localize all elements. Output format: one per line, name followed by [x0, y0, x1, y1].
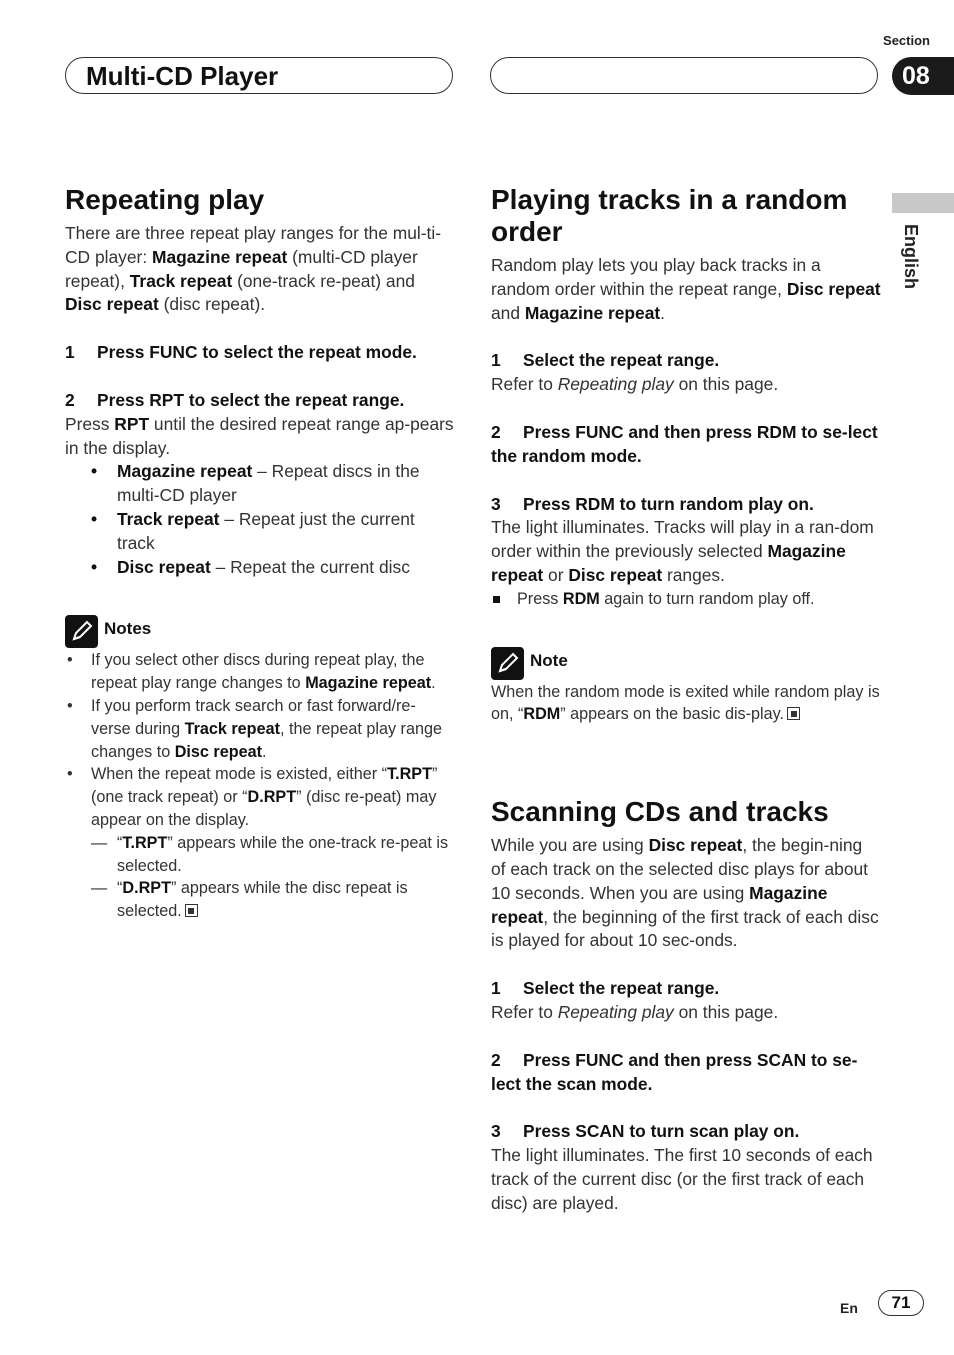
end-of-section-icon [787, 707, 800, 720]
indicator-item: — “T.RPT” appears while the one-track re-peat is selected. [91, 832, 455, 878]
page-number: 71 [878, 1290, 924, 1316]
random-step-1: 1 Select the repeat range. [491, 350, 720, 371]
list-item: • Track repeat – Repeat just the current track [91, 508, 455, 556]
scan-step-3: 3 Press SCAN to turn scan play on. [491, 1121, 800, 1142]
scan-step-1-body: Refer to Repeating play on this page. [491, 1001, 779, 1022]
random-play-heading: Playing tracks in a random order [491, 184, 848, 247]
scan-step-2: 2 Press FUNC and then press SCAN to se-lect the scan mode. [491, 1049, 858, 1094]
footer-language: En [840, 1300, 858, 1316]
pencil-note-icon [65, 615, 98, 648]
scan-step-1: 1 Select the repeat range. [491, 978, 720, 999]
random-step-3-body: The light illuminates. Tracks will play in a ran-dom order within the previously selected Magazine repeat or Disc repeat ranges. [491, 517, 874, 585]
scan-step-3-body: The light illuminates. The first 10 seconds of each track of the current disc (or the first track of each disc) are played. [491, 1145, 873, 1213]
chapter-title: Multi-CD Player [86, 61, 279, 91]
repeating-play-intro: There are three repeat play ranges for the mul-ti-CD player: Magazine repeat (multi-CD player repeat), Track repeat (one-track re-peat) and Disc repeat (disc repeat). [65, 223, 442, 315]
note-item: • When the repeat mode is existed, either “T.RPT” (one track repeat) or “D.RPT” (disc re-peat) may appear on the display. — “T.RPT” appears while the one-track re-peat is selected. — “D.RPT” appears while the disc repeat is selected. [65, 763, 455, 923]
end-of-section-icon [185, 904, 198, 917]
random-step-1-body: Refer to Repeating play on this page. [491, 374, 779, 395]
left-column [65, 184, 455, 923]
random-note-text: When the random mode is exited while random play is on, “RDM” appears on the basic dis-play. [491, 682, 880, 724]
pencil-note-icon [491, 647, 524, 680]
section-number-badge: 08 [892, 57, 954, 95]
note-item: • If you perform track search or fast forward/re-verse during Track repeat, the repeat play range changes to Disc repeat. [65, 695, 455, 763]
language-tab-bar [892, 193, 954, 213]
repeat-range-list [65, 460, 455, 579]
indicator-item: — “D.RPT” appears while the disc repeat is selected. [91, 877, 455, 923]
notes-list [65, 649, 455, 923]
notes-title: Notes [104, 619, 152, 639]
list-item: • Disc repeat – Repeat the current disc [91, 556, 455, 580]
scanning-heading: Scanning CDs and tracks [491, 796, 829, 828]
scanning-intro: While you are using Disc repeat, the begin-ning of each track on the selected disc plays for about 10 seconds. When you are using Magazine repeat, the beginning of the first track of each disc is played for about 10 sec-onds. [491, 835, 879, 951]
repeat-step-2: 2 Press RPT to select the repeat range. [65, 389, 405, 410]
notes-header [65, 615, 455, 649]
section-label: Section [883, 33, 930, 48]
chapter-header-blank [490, 57, 878, 94]
right-column [491, 184, 881, 1216]
random-play-intro: Random play lets you play back tracks in a random order within the repeat range, Disc repeat and Magazine repeat. [491, 255, 881, 323]
chapter-header [65, 57, 453, 94]
repeat-step-1: 1 Press FUNC to select the repeat mode. [65, 342, 417, 363]
random-off-tip: Press RDM again to turn random play off. [491, 588, 881, 611]
note-item: • If you select other discs during repeat play, the repeat play range changes to Magazine repeat. [65, 649, 455, 695]
note-header [491, 647, 881, 681]
repeat-step-2-body: Press RPT until the desired repeat range ap-pears in the display. [65, 413, 454, 458]
random-step-2: 2 Press FUNC and then press RDM to se-lect the random mode. [491, 421, 878, 466]
note-title: Note [530, 650, 568, 670]
language-tab-label: English [901, 224, 921, 290]
indicator-list [91, 832, 455, 923]
repeating-play-heading: Repeating play [65, 184, 265, 215]
list-item: • Magazine repeat – Repeat discs in the multi-CD player [91, 460, 455, 508]
random-step-3: 3 Press RDM to turn random play on. [491, 493, 814, 514]
